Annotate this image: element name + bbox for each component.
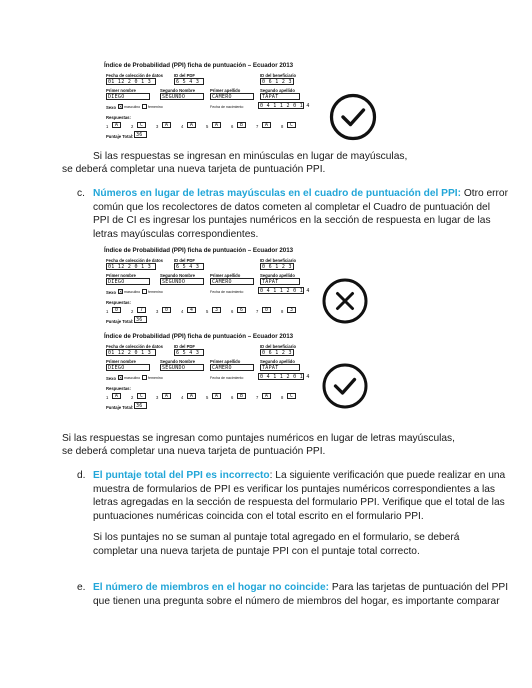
answer-box: A	[187, 122, 196, 128]
field-primer-nombre: DIEGO	[106, 278, 150, 285]
answer-number: 1	[106, 309, 109, 314]
field-segundo-apellido: TAPAT	[260, 278, 300, 285]
check-icon	[321, 362, 369, 410]
field-id-pdf: 6 5 4 3	[174, 349, 204, 356]
field-segundo-nombre: SEGUNDO	[160, 364, 204, 371]
section-e-text: Para las tarjetas de puntuación del PPI	[329, 582, 509, 593]
section-d-line1	[93, 469, 505, 483]
field-fecha: 01 12 2 0 1 3	[106, 263, 156, 270]
checkbox-femenino	[142, 104, 147, 109]
field-segundo-apellido: TAPAT	[260, 93, 300, 100]
answer-box: 6	[237, 307, 246, 313]
list-marker-c: c.	[77, 188, 85, 199]
section-d-line5: Si los puntajes no se suman al puntaje total agregado en el formulario, se deberá	[93, 532, 460, 543]
label-id-benef: ID del beneficiario	[260, 258, 297, 263]
answer-number: 2	[131, 124, 134, 129]
answer-box: A	[262, 122, 271, 128]
field-puntaje: 36	[134, 316, 147, 323]
answer-box: A	[112, 122, 121, 128]
answer-number: 1	[106, 395, 109, 400]
section-d-line6: completar una nueva tarjeta de puntaje PPI con el puntaje total correcto.	[93, 545, 420, 557]
answer-box: A	[212, 122, 221, 128]
section-c-line3: PPI de CI es ingresar los puntajes numéricos en la sección de respuesta en lugar de las	[93, 215, 491, 226]
list-marker-e: e.	[77, 582, 86, 593]
answer-box: 3	[212, 307, 221, 313]
checkbox-femenino	[142, 289, 147, 294]
ppi-scorecard-2	[100, 247, 310, 329]
label-fecha: Fecha de colección de datos	[106, 258, 164, 263]
check-icon	[328, 92, 378, 142]
section-c-line4: letras mayúsculas correspondientes.	[93, 228, 259, 240]
section-c-title: Números en lugar de letras mayúsculas en el cuadro de puntuación del PPI:	[93, 188, 461, 199]
label-sexo: Sexo	[106, 376, 117, 381]
field-primer-apellido: CAMERO	[210, 364, 254, 371]
label-respuestas: Respuestas:	[106, 115, 131, 120]
checkbox-femenino	[142, 375, 147, 380]
label-puntaje: Puntaje Total:	[106, 405, 134, 410]
label-primer-nombre: Primer nombre	[106, 359, 136, 364]
answer-box: A	[162, 393, 171, 399]
lowercase-note-line1: Si las respuestas se ingresan en minúsculas en lugar de mayúsculas,	[93, 151, 408, 162]
answer-number: 3	[156, 395, 159, 400]
label-respuestas: Respuestas:	[106, 386, 131, 391]
field-fecha: 01 12 2 0 1 3	[106, 349, 156, 356]
answer-number: 3	[156, 124, 159, 129]
label-segundo-apellido: Segundo apellido	[260, 273, 295, 278]
answer-number: 8	[281, 124, 284, 129]
field-id-pdf: 6 5 4 3	[174, 78, 204, 85]
label-fecha: Fecha de colección de datos	[106, 344, 164, 349]
answer-box: A	[112, 393, 121, 399]
card-title: Índice de Probabilidad (PPI) ficha de puntuación – Ecuador 2013	[104, 247, 294, 254]
answer-box: 4	[187, 307, 196, 313]
answer-number: 5	[206, 309, 209, 314]
label-segundo-apellido: Segundo apellido	[260, 359, 295, 364]
field-puntaje: 36	[134, 131, 147, 138]
answer-number: 4	[181, 309, 184, 314]
answer-number: 6	[231, 395, 234, 400]
answer-number: 2	[131, 395, 134, 400]
lowercase-note-line2: se deberá completar una nueva tarjeta de puntuación PPI.	[62, 164, 326, 175]
field-segundo-nombre: SEGUNDO	[160, 93, 204, 100]
list-marker-d: d.	[77, 470, 86, 481]
answer-box: 0	[162, 307, 171, 313]
answer-box: C	[137, 393, 146, 399]
label-sexo: Sexo	[106, 290, 117, 295]
field-primer-nombre: DIEGO	[106, 93, 150, 100]
field-id-benef: 0 6 1 2 3	[260, 349, 294, 356]
field-id-benef: 0 6 1 2 3	[260, 78, 294, 85]
answer-box: A	[162, 122, 171, 128]
field-id-pdf: 6 5 4 3	[174, 263, 204, 270]
answer-box: 0	[262, 307, 271, 313]
answer-box: B	[237, 122, 246, 128]
answer-box: A	[187, 393, 196, 399]
field-segundo-nombre: SEGUNDO	[160, 278, 204, 285]
answer-number: 4	[181, 124, 184, 129]
ppi-scorecard-3	[100, 333, 310, 415]
label-masculino: masculino	[124, 105, 141, 109]
field-segundo-apellido: TAPAT	[260, 364, 300, 371]
answer-box: C	[287, 393, 296, 399]
label-primer-apellido: Primer apellido	[210, 273, 241, 278]
label-primer-apellido: Primer apellido	[210, 359, 241, 364]
label-fecha-nac: Fecha de nacimiento	[210, 376, 244, 380]
field-primer-apellido: CAMERO	[210, 278, 254, 285]
answer-number: 5	[206, 395, 209, 400]
field-primer-nombre: DIEGO	[106, 364, 150, 371]
label-fecha-nac: Fecha de nacimiento	[210, 290, 244, 294]
section-e-title: El número de miembros en el hogar no coincide:	[93, 582, 330, 593]
checkbox-masculino: ✕	[119, 375, 123, 380]
label-fecha-nac: Fecha de nacimiento	[210, 105, 244, 109]
section-e-line2: que tienen una pregunta sobre el número de miembros del hogar, es importante comparar	[93, 595, 500, 607]
answer-number: 4	[181, 395, 184, 400]
answer-number: 6	[231, 124, 234, 129]
checkbox-masculino: ✕	[119, 289, 123, 294]
answer-number: 8	[281, 395, 284, 400]
label-primer-apellido: Primer apellido	[210, 88, 241, 93]
card-title: Índice de Probabilidad (PPI) ficha de puntuación – Ecuador 2013	[104, 333, 294, 340]
numeric-note-line2: se deberá completar una nueva tarjeta de puntuación PPI.	[62, 446, 326, 457]
field-fecha-nac: 0 4 1 1 2 0 1 4	[260, 374, 310, 380]
label-id-pdf: ID del PDF	[174, 258, 195, 263]
answer-box: B	[237, 393, 246, 399]
field-fecha-nac: 0 4 1 1 2 0 1 4	[260, 103, 310, 109]
section-c-line2: común que los recolectores de datos cometen al completar el Cuadro de puntuación del	[93, 201, 490, 213]
section-d-title: El puntaje total del PPI es incorrecto	[93, 470, 270, 481]
x-icon	[321, 277, 369, 325]
section-d-line3: letras agregadas en la sección de respuesta del formulario PPI. Verifique que el total de las	[93, 497, 505, 508]
section-d-line4: puntuaciones numéricas coincida con el total escrito en el formulario PPI.	[93, 510, 424, 522]
label-femenino: femenino	[148, 290, 163, 294]
answer-box: C	[287, 122, 296, 128]
label-puntaje: Puntaje Total:	[106, 134, 134, 139]
label-id-pdf: ID del PDF	[174, 344, 195, 349]
label-segundo-nombre: Segundo Nombre	[160, 273, 195, 278]
label-primer-nombre: Primer nombre	[106, 273, 136, 278]
label-segundo-nombre: Segundo Nombre	[160, 359, 195, 364]
answer-number: 8	[281, 309, 284, 314]
label-femenino: femenino	[148, 376, 163, 380]
label-respuestas: Respuestas:	[106, 300, 131, 305]
answer-number: 2	[131, 309, 134, 314]
checkbox-masculino: ✕	[119, 104, 123, 109]
field-fecha-nac: 0 4 1 1 2 0 1 4	[260, 288, 310, 294]
answer-number: 5	[206, 124, 209, 129]
answer-box: A	[262, 393, 271, 399]
label-id-benef: ID del beneficiario	[260, 73, 297, 78]
field-puntaje: 36	[134, 402, 147, 409]
answer-number: 7	[256, 395, 259, 400]
section-d-line2: muestra de formularios de PPI es verificar los puntajes numéricos correspondientes a las	[93, 483, 496, 495]
answer-box: C	[137, 122, 146, 128]
answer-number: 1	[106, 124, 109, 129]
label-segundo-nombre: Segundo Nombre	[160, 88, 195, 93]
answer-number: 6	[231, 309, 234, 314]
label-primer-nombre: Primer nombre	[106, 88, 136, 93]
numeric-note-line1: Si las respuestas se ingresan como puntajes numéricos en lugar de letras mayúsculas,	[62, 433, 455, 444]
answer-number: 7	[256, 124, 259, 129]
section-c-text: Otro error	[460, 188, 508, 199]
answer-box: 0	[112, 307, 121, 313]
field-id-benef: 0 6 1 2 3	[260, 263, 294, 270]
section-d-text: : La siguiente verificación que puede realizar en una	[269, 470, 506, 481]
label-puntaje: Puntaje Total:	[106, 319, 134, 324]
answer-box: 7	[137, 307, 146, 313]
answer-number: 3	[156, 309, 159, 314]
field-fecha: 01 12 2 0 1 3	[106, 78, 156, 85]
label-masculino: masculino	[124, 376, 141, 380]
ppi-scorecard-1	[100, 62, 310, 144]
answer-number: 7	[256, 309, 259, 314]
label-masculino: masculino	[124, 290, 141, 294]
card-title: Índice de Probabilidad (PPI) ficha de puntuación – Ecuador 2013	[104, 62, 294, 69]
section-e-line1	[93, 581, 508, 595]
answer-box: A	[212, 393, 221, 399]
answer-box: 3	[287, 307, 296, 313]
label-segundo-apellido: Segundo apellido	[260, 88, 295, 93]
label-sexo: Sexo	[106, 105, 117, 110]
label-id-benef: ID del beneficiario	[260, 344, 297, 349]
label-femenino: femenino	[148, 105, 163, 109]
label-fecha: Fecha de colección de datos	[106, 73, 164, 78]
section-c-line1	[93, 187, 508, 201]
label-id-pdf: ID del PDF	[174, 73, 195, 78]
field-primer-apellido: CAMERO	[210, 93, 254, 100]
